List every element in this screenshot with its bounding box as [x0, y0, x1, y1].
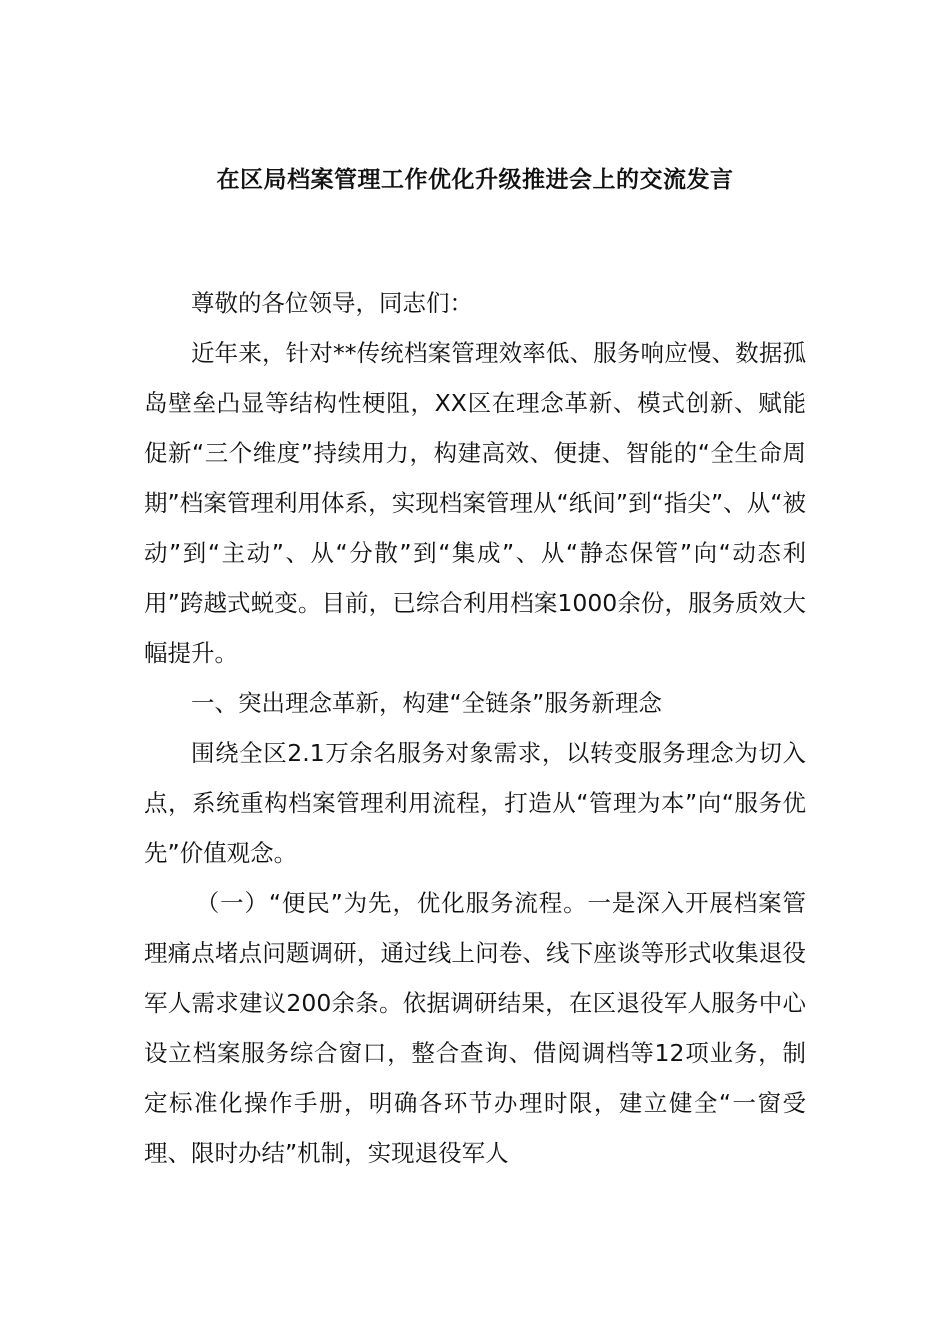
document-body: [144, 278, 806, 1178]
section-heading-1: 一、突出理念革新，构建“全链条”服务新理念: [191, 689, 662, 717]
document-title: 在区局档案管理工作优化升级推进会上的交流发言: [216, 167, 734, 193]
salutation-paragraph: 尊敬的各位领导，同志们：: [191, 289, 473, 317]
section-1-paragraph: 围绕全区2.1万余名服务对象需求，以转变服务理念为切入点，系统重构档案管理利用流程，打造从“管理为本”向“服务优先”价值观念。: [144, 739, 806, 867]
intro-paragraph: 近年来，针对**传统档案管理效率低、服务响应慢、数据孤岛壁垒凸显等结构性梗阻，XX区在理念革新、模式创新、赋能促新“三个维度”持续用力，构建高效、便捷、智能的“全生命周期”档案管理利用体系，实现档案管理从“纸间”到“指尖”、从“被动”到“主动”、从“分散”到“集成”、从“静态保管”向“动态利用”跨越式蜕变。目前，已综合利用档案1000余份，服务质效大幅提升。: [144, 339, 806, 667]
subsection-1-paragraph: （一）“便民”为先，优化服务流程。一是深入开展档案管理痛点堵点问题调研，通过线上问卷、线下座谈等形式收集退役军人需求建议200余条。依据调研结果，在区退役军人服务中心设立档案服务综合窗口，整合查询、借阅调档等12项业务，制定标准化操作手册，明确各环节办理时限，建立健全“一窗受理、限时办结”机制，实现退役军人: [144, 889, 806, 1167]
